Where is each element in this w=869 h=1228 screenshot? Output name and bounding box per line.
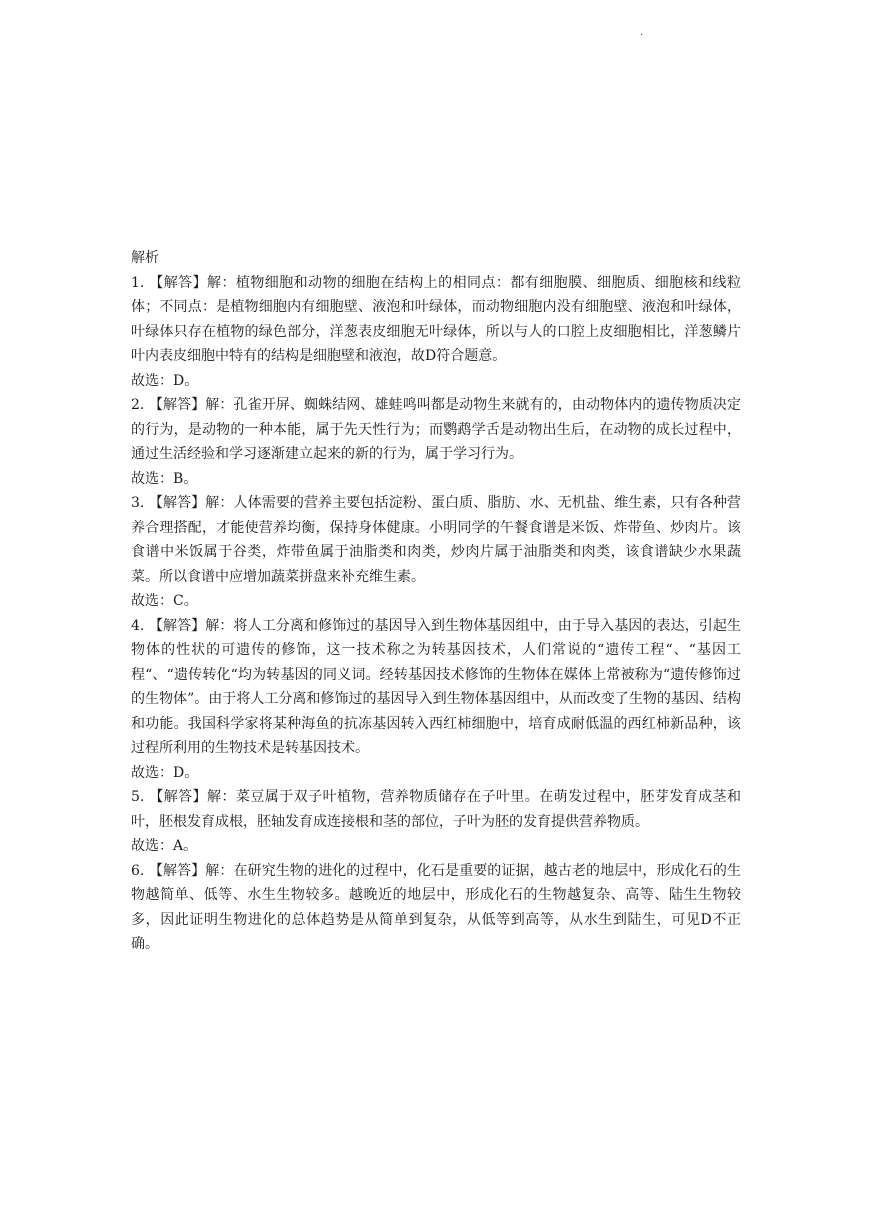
- answer-item-1: [131, 271, 741, 394]
- answer-explanation: 5. 【解答】解：菜豆属于双子叶植物，营养物质储存在子叶里。在萌发过程中，胚芽发育成茎和叶，胚根发育成根，胚轴发育成连接根和茎的部位，子叶为胚的发育提供营养物质。: [131, 789, 741, 830]
- answer-explanation: 2. 【解答】解：孔雀开屏、蜘蛛结网、雄蛙鸣叫都是动物生来就有的，由动物体内的遗传物质决定的行为，是动物的一种本能，属于先天性行为；而鹦鹉学舌是动物出生后，在动物的成长过程中，通过生活经验和学习逐渐建立起来的新的行为，属于学习行为。: [131, 397, 741, 462]
- answer-choice: 故选：D。: [131, 764, 199, 781]
- section-heading: 解析: [131, 250, 159, 266]
- answer-explanation: 6. 【解答】解：在研究生物的进化的过程中，化石是重要的证据，越古老的地层中，形成化石的生物越简单、低等、水生生物较多。越晚近的地层中，形成化石的生物越复杂、高等、陆生生物较多，因此证明生物进化的总体趋势是从简单到复杂，从低等到高等，从水生到陆生，可见D不正确。: [131, 862, 741, 952]
- answer-choice: 故选：A。: [131, 838, 198, 854]
- answer-choice: 故选：C。: [131, 593, 198, 609]
- header-dot: .: [640, 27, 644, 38]
- answer-choice: 故选：D。: [131, 372, 199, 389]
- answer-item-5: [131, 785, 741, 859]
- answer-item-3: [131, 491, 741, 614]
- answer-item-2: [131, 393, 741, 491]
- answer-item-4: [131, 614, 741, 786]
- answer-explanation: 3. 【解答】解：人体需要的营养主要包括淀粉、蛋白质、脂肪、水、无机盐、维生素，只有各种营养合理搭配，才能使营养均衡，保持身体健康。小明同学的午餐食谱是米饭、炸带鱼、炒肉片。该食谱中米饭属于谷类，炸带鱼属于油脂类和肉类，炒肉片属于油脂类和肉类，该食谱缺少水果蔬菜。所以食谱中应增加蔬菜拼盘来补充维生素。: [131, 495, 741, 585]
- answer-explanation: 1. 【解答】解：植物细胞和动物的细胞在结构上的相同点：都有细胞膜、细胞质、细胞核和线粒体；不同点：是植物细胞内有细胞壁、液泡和叶绿体，而动物细胞内没有细胞壁、液泡和叶绿体，叶绿体只存在植物的绿色部分，洋葱表皮细胞无叶绿体，所以与人的口腔上皮细胞相比，洋葱鳞片叶内表皮细胞中特有的结构是细胞壁和液泡，故D符合题意。: [131, 274, 741, 364]
- answer-content: [131, 246, 741, 957]
- answer-explanation: 4. 【解答】解：将人工分离和修饰过的基因导入到生物体基因组中，由于导入基因的表达，引起生物体的性状的可遗传的修饰，这一技术称之为转基因技术，人们常说的“遗传工程“、“基因工程“、“遗传转化“均为转基因的同义词。经转基因技术修饰的生物体在媒体上常被称为“遗传修饰过的生物体”。由于将人工分离和修饰过的基因导入到生物体基因组中，从而改变了生物的基因、结构和功能。我国科学家将某种海鱼的抗冻基因转入西红柿细胞中，培育成耐低温的西红柿新品种，该过程所利用的生物技术是转基因技术。: [131, 617, 741, 756]
- answer-choice: 故选：B。: [131, 470, 198, 487]
- answer-item-6: [131, 859, 741, 957]
